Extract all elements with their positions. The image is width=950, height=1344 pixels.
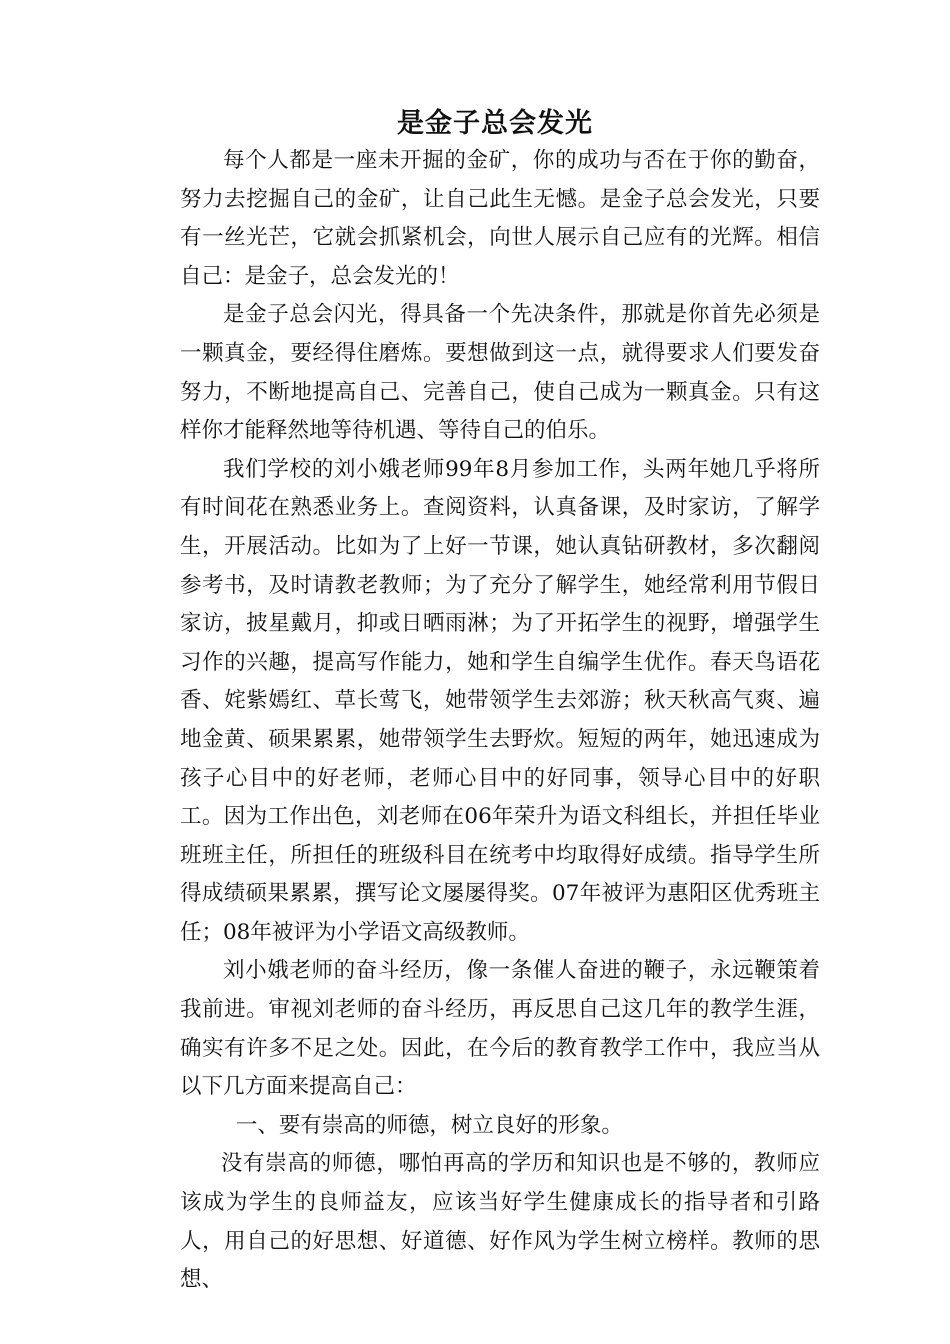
- paragraph-intro: 每个人都是一座未开掘的金矿，你的成功与否在于你的勤奋，努力去挖掘自己的金矿，让自己此生无憾。是金子总会发光，只要有一丝光芒，它就会抓紧机会，向世人展示自己应有的光辉。相信自己：是金子，总会发光的！: [180, 148, 820, 289]
- document-body: [180, 142, 820, 1300]
- paragraph-teacher-story: 我们学校的刘小娥老师99年8月参加工作，头两年她几乎将所有时间花在熟悉业务上。查阅资料，认真备课，及时家访，了解学生，开展活动。比如为了上好一节课，她认真钻研教材，多次翻阅参考书，及时请教老教师；为了充分了解学生，她经常利用节假日家访，披星戴月，抑或日晒雨淋；为了开拓学生的视野，增强学生习作的兴趣，提高写作能力，她和学生自编学生优作。春天鸟语花香、姹紫嫣红、草长莺飞，她带领学生去郊游；秋天秋高气爽、遍地金黄、硕果累累，她带领学生去野炊。短短的两年，她迅速成为孩子心目中的好老师，老师心目中的好同事，领导心目中的好职工。因为工作出色，刘老师在06年荣升为语文科组长，并担任毕业班班主任，所担任的班级科目在统考中均取得好成绩。指导学生所得成绩硕果累累，撰写论文屡屡得奖。07年被评为惠阳区优秀班主任；08年被评为小学语文高级教师。: [180, 456, 820, 945]
- document-title: 是金子总会发光: [397, 108, 593, 139]
- paragraph-ethics: 没有崇高的师德，哪怕再高的学历和知识也是不够的，教师应该成为学生的良师益友，应该当好学生健康成长的指导者和引路人，用自己的好思想、好道德、好作风为学生树立榜样。教师的思想、: [180, 1151, 820, 1293]
- paragraph-reflection: 刘小娥老师的奋斗经历，像一条催人奋进的鞭子，永远鞭策着我前进。审视刘老师的奋斗经历，再反思自己这几年的教学生涯，确实有许多不足之处。因此，在今后的教育教学工作中，我应当从以下几方面来提高自己：: [180, 958, 820, 1100]
- section-heading-ethics: 一、要有崇高的师德，树立良好的形象。: [235, 1112, 623, 1138]
- paragraph-condition: 是金子总会闪光，得具备一个先决条件，那就是你首先必须是一颗真金，要经得住磨炼。要想做到这一点，就得要求人们要发奋努力，不断地提高自己、完善自己，使自己成为一颗真金。只有这样你才能释然地等待机遇、等待自己的伯乐。: [180, 302, 820, 444]
